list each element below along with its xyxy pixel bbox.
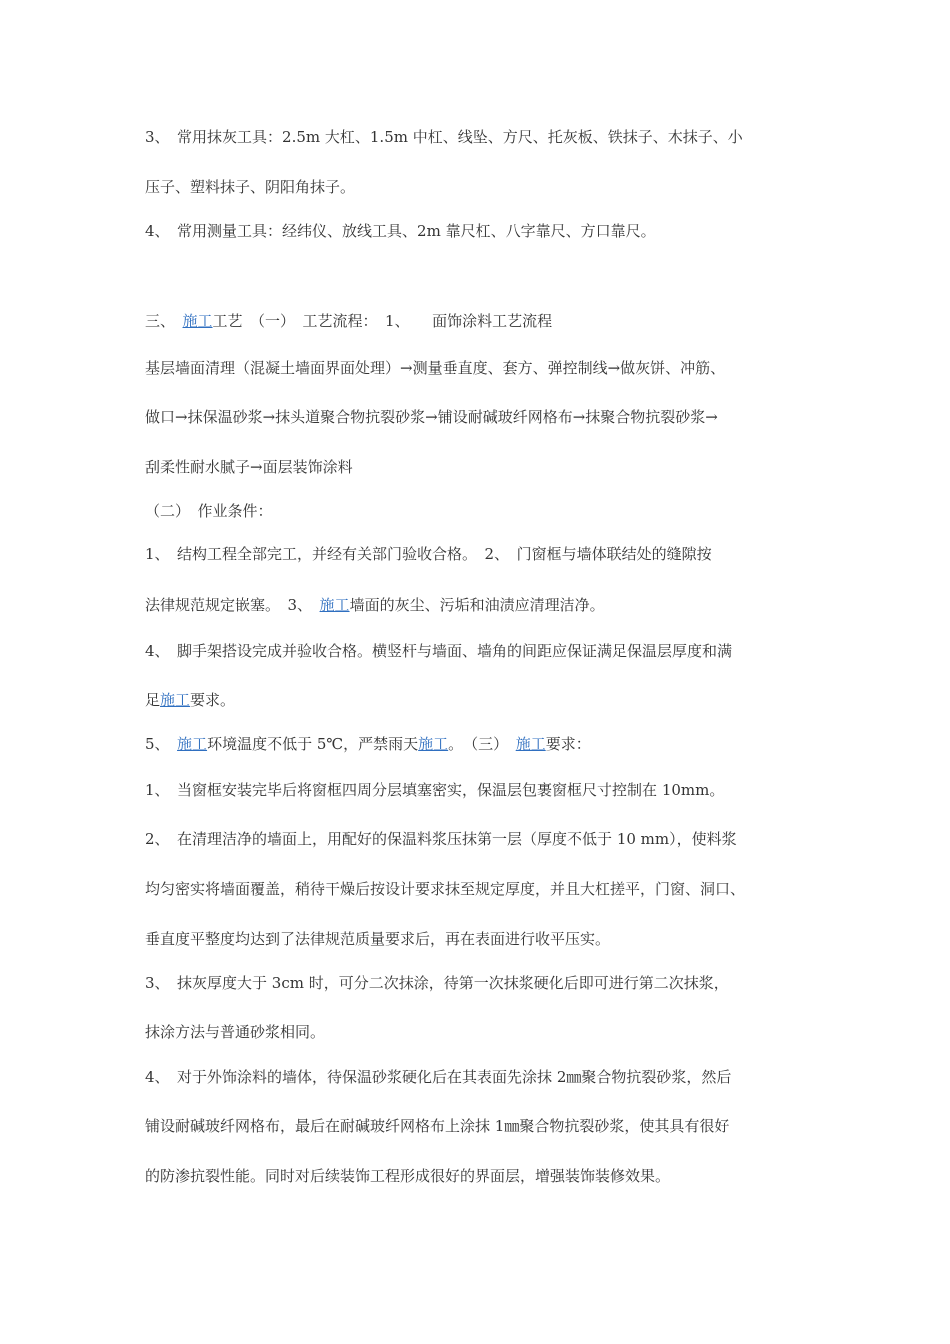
link-shigong[interactable]: 施工	[515, 735, 546, 753]
text-segment: 工艺 （一） 工艺流程： 1、 面饰涂料工艺流程	[212, 312, 553, 330]
text-segment: 要求。	[190, 691, 236, 709]
text-segment: 要求：	[545, 735, 591, 753]
text-line: 3、 常用抹灰工具：2.5m 大杠、1.5m 中杠、线坠、方尺、托灰板、铁抹子、木抹子、小	[145, 128, 743, 146]
text-segment: 足	[145, 691, 161, 709]
section-heading	[145, 311, 552, 331]
text-line: 2、 在清理洁净的墙面上，用配好的保温料浆压抹第一层（厚度不低于 10 mm），使料浆	[145, 830, 737, 848]
text-segment: 5、	[145, 735, 178, 753]
text-line: 3、 抹灰厚度大于 3cm 时，可分二次抹涂，待第一次抹浆硬化后即可进行第二次抹浆，	[145, 974, 729, 992]
text-line	[145, 690, 235, 710]
link-shigong[interactable]: 施工	[418, 735, 449, 753]
text-line: 刮柔性耐水腻子→面层装饰涂料	[145, 458, 353, 476]
text-segment: 法律规范规定嵌塞。 3、	[145, 596, 320, 614]
link-shigong[interactable]: 施工	[319, 596, 350, 614]
text-line: 基层墙面清理（混凝土墙面界面处理）→测量垂直度、套方、弹控制线→做灰饼、冲筋、	[145, 359, 726, 377]
text-line	[145, 595, 605, 615]
text-line: 4、 脚手架搭设完成并验收合格。横竖杆与墙面、墙角的间距应保证满足保温层厚度和满	[145, 642, 733, 660]
link-shigong[interactable]: 施工	[182, 312, 213, 330]
text-line: 1、 当窗框安装完毕后将窗框四周分层填塞密实，保温层包裹窗框尺寸控制在 10mm。	[145, 781, 725, 799]
text-line: 4、 常用测量工具：经纬仪、放线工具、2m 靠尺杠、八字靠尺、方口靠尺。	[145, 222, 656, 240]
text-line: 的防渗抗裂性能。同时对后续装饰工程形成很好的界面层，增强装饰装修效果。	[145, 1167, 671, 1185]
text-line: 均匀密实将墙面覆盖，稍待干燥后按设计要求抹至规定厚度，并且大杠搓平，门窗、洞口、	[145, 880, 746, 898]
text-segment: 环境温度不低于 5℃，严禁雨天	[207, 735, 419, 753]
text-line: 垂直度平整度均达到了法律规范质量要求后，再在表面进行收平压实。	[145, 930, 611, 948]
link-shigong[interactable]: 施工	[177, 735, 208, 753]
text-line: 1、 结构工程全部完工，并经有关部门验收合格。 2、 门窗框与墙体联结处的缝隙按	[145, 545, 712, 563]
text-segment: 。 （三）	[448, 735, 516, 753]
text-line: （二） 作业条件：	[145, 502, 273, 520]
link-shigong[interactable]: 施工	[160, 691, 191, 709]
text-line	[145, 734, 591, 754]
text-segment: 墙面的灰尘、污垢和油渍应清理洁净。	[349, 596, 605, 614]
text-line: 抹涂方法与普通砂浆相同。	[145, 1023, 326, 1041]
text-line: 铺设耐碱玻纤网格布，最后在耐碱玻纤网格布上涂抹 1㎜聚合物抗裂砂浆，使其具有很好	[145, 1117, 730, 1135]
text-segment: 三、	[145, 312, 183, 330]
text-line: 4、 对于外饰涂料的墙体，待保温砂浆硬化后在其表面先涂抹 2㎜聚合物抗裂砂浆，然后	[145, 1068, 732, 1086]
text-line: 做口→抹保温砂浆→抹头道聚合物抗裂砂浆→铺设耐碱玻纤网格布→抹聚合物抗裂砂浆→	[145, 408, 718, 426]
text-line: 压子、塑料抹子、阴阳角抹子。	[145, 178, 356, 196]
